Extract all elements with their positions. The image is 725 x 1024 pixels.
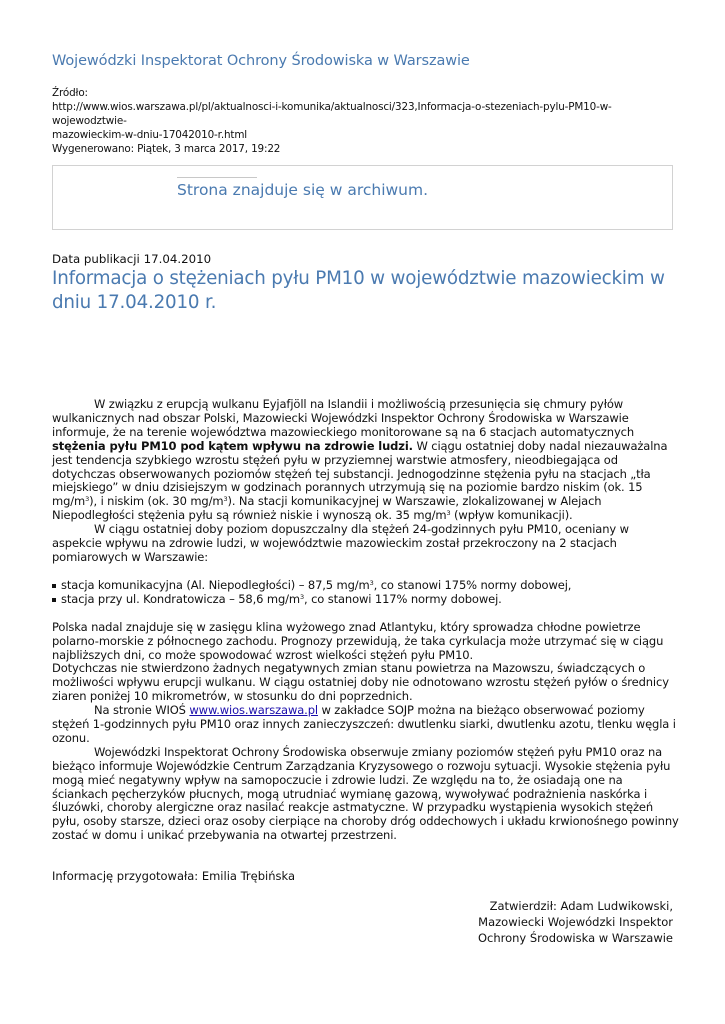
source-url-line-1: http://www.wios.warszawa.pl/pl/aktualnosci-i-komunika/aktualnosci/323,Informacja-o-stezeniach-pylu-PM10-w-wojewodztwie- <box>52 101 612 127</box>
source-label: Źródło: <box>52 87 88 99</box>
source-metadata <box>52 86 682 156</box>
archive-notice-box <box>52 165 673 230</box>
source-url-line-2: mazowieckim-w-dniu-17042010-r.html <box>52 129 248 141</box>
station-list <box>52 579 680 607</box>
paragraph-eruption: W związku z erupcją wulkanu Eyjafjöll na Islandii i możliwością przesunięcia się chmury pyłów wulkanicznych nad obszar Polski, Mazowiecki Wojewódzki Inspektor Ochrony Środowiska w Warszawie informuje, że na terenie województwa mazowieckiego monitorowane są na 6 stacjach automatycznych stężenia pyłu PM10 pod kątem wpływu na zdrowie ludzi. W ciągu ostatniej doby nadal niezauważalna jest tendencja szybkiego wzrostu stężeń pyłu w przyziemnej warstwie atmosfery, nieodbiegająca od dotychczas obserwowanych poziomów stężeń tej substancji. Jednogodzinne stężenia pyłu na stacjach „tła miejskiego” w dniu dzisiejszym w godzinach porannych utrzymują się na poziomie bardzo niskim (ok. 15 $mg/m^3$), i niskim (ok. 30 $mg/m^3$). Na stacji komunikacyjnej w Warszawie, zlokalizowanej w Alejach Niepodległości stężenia pyłu są również niskie i wynoszą ok. 35 $mg/m^3$ (wpływ komunikacji). <box>52 397 668 523</box>
list-item: stacja komunikacyjna (Al. Niepodległości) – 87,5 $mg/m^3$, co stanowi 175% normy dobowej, <box>52 579 680 593</box>
paragraph-weather: Polska nadal znajduje się w zasięgu klina wyżowego znad Atlantyku, który sprowadza chłodne powietrze polarno-morskie z północnego zachodu. Prognozy przewidują, że taka cyrkulacja może utrzymać się w ciągu najbliższych dni, co może spowodować wzrost wielkości stężeń pyłu PM10. <box>52 619 664 662</box>
approved-line-2: Mazowiecki Wojewódzki Inspektor <box>478 915 673 929</box>
generated-timestamp: Wygenerowano: Piątek, 3 marca 2017, 19:22 <box>52 143 281 155</box>
bullet-square-icon <box>52 598 56 602</box>
list-item: stacja przy ul. Kondratowicza – 58,6 $mg/m^3$, co stanowi 117% normy dobowej. <box>52 593 680 607</box>
archive-notice-text: Strona znajduje się w archiwum. <box>177 181 429 199</box>
bullet-square-icon <box>52 584 56 588</box>
bold-highlight: stężenia pyłu PM10 pod kątem wpływu na zdrowie ludzi. <box>52 438 413 453</box>
approved-line-1: Zatwierdził: Adam Ludwikowski, <box>489 899 673 913</box>
prepared-by: Informację przygotowała: Emilia Trębińska <box>52 869 296 883</box>
wios-website-link[interactable]: www.wios.warszawa.pl <box>189 703 318 718</box>
article-title: Informacja o stężeniach pyłu PM10 w województwie mazowieckim w dniu 17.04.2010 r. <box>52 268 665 313</box>
paragraph-health: Wojewódzki Inspektorat Ochrony Środowiska obserwuje zmiany poziomów stężeń pyłu PM10 oraz na bieżąco informuje Wojewódzkie Centrum Zarządzania Kryzysowego o rozwoju sytuacji. Wysokie stężenia pyłu mogą mieć negatywny wpływ na samopoczucie i zdrowie ludzi. Ze względu na to, że osiadają one na ściankach pęcherzyków płucnych, mogą utrudniać wymianę gazową, wywoływać podrażnienia naskórka i śluzówki, choroby alergiczne oraz nasilać reakcje astmatyczne. W przypadku wystąpienia wysokich stężeń pyłu, osoby starsze, dzieci oraz osoby cierpiące na choroby dróg oddechowych i układu krwionośnego powinny zostać w domu i unikać przebywania na otwartej przestrzeni. <box>52 744 679 843</box>
approved-line-3: Ochrony Środowiska w Warszawie <box>477 931 673 945</box>
organization-header: Wojewódzki Inspektorat Ochrony Środowiska w Warszawie <box>52 53 470 69</box>
paragraph-exceedance: W ciągu ostatniej doby poziom dopuszczalny dla stężeń 24-godzinnych pyłu PM10, oceniany w aspekcie wpływu na zdrowie ludzi, w województwie mazowieckim został przekroczony na 2 stacjach pomiarowych w Warszawie: <box>52 522 629 564</box>
paragraph-website: Na stronie WIOŚ www.wios.warszawa.pl w zakładce SOJP można na bieżąco obserwować poziomy stężeń 1-godzinnych pyłu PM10 oraz innych zanieczyszczeń: dwutlenku siarki, dwutlenku azotu, tlenku węgla i ozonu. <box>52 703 676 745</box>
publication-date: Data publikacji 17.04.2010 <box>52 252 212 266</box>
article-body <box>52 398 680 843</box>
archive-divider <box>177 177 257 178</box>
paragraph-no-changes: Dotychczas nie stwierdzono żadnych negatywnych zmian stanu powietrza na Mazowszu, świadczących o możliwości wpływu erupcji wulkanu. W ciągu ostatniej doby nie odnotowano wzrostu stężeń pyłów o średnicy ziaren poniżej 10 mikrometrów, w stosunku do dni poprzednich. <box>52 661 669 704</box>
approved-by <box>413 898 673 946</box>
